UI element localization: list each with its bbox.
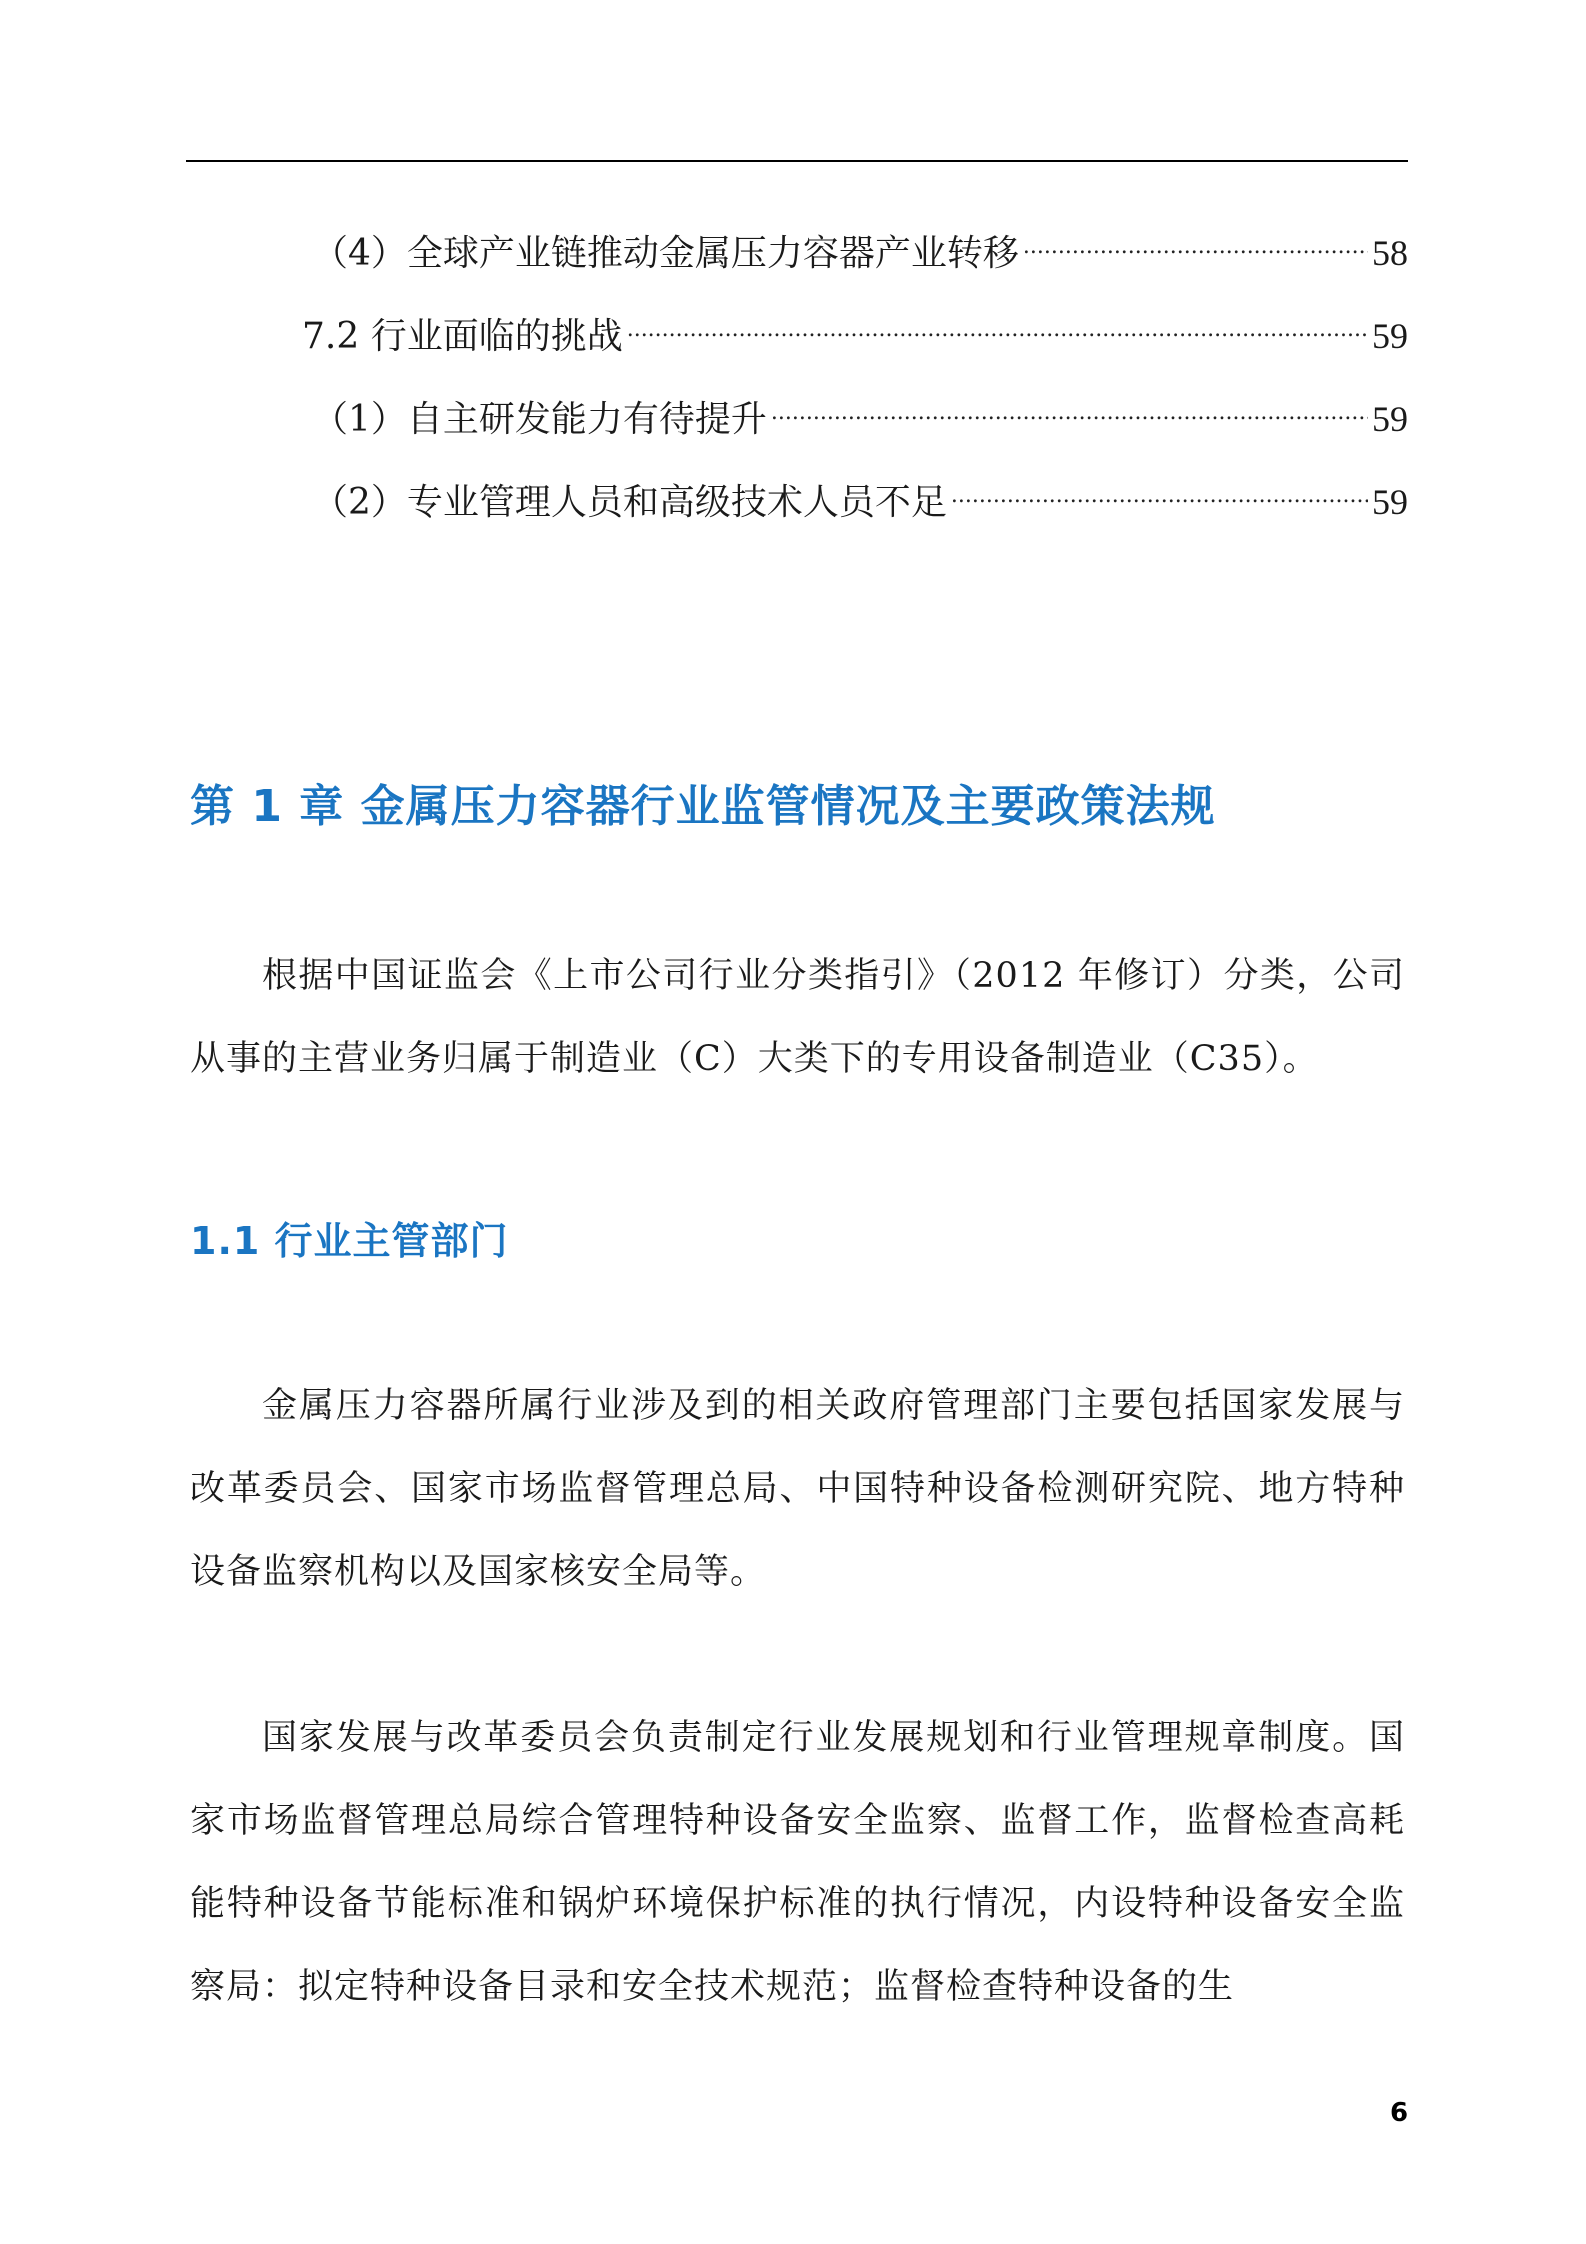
page-number: 6 [1390,2098,1409,2128]
toc-leader-dots [1023,225,1368,265]
toc-entry-label: （1）自主研发能力有待提升 [312,399,767,440]
toc-entry[interactable] [186,308,1408,368]
toc-leader-dots [771,391,1368,431]
toc-entry-label: 7.2 行业面临的挑战 [302,316,623,357]
body-paragraph: 国家发展与改革委员会负责制定行业发展规划和行业管理规章制度。国家市场监督管理总局综合管理特种设备安全监察、监督工作，监督检查高耗能特种设备节能标准和锅炉环境保护标准的执行情况，内设特种设备安全监察局：拟定特种设备目录和安全技术规范；监督检查特种设备的生 [190,1718,1405,2007]
toc-entry-page: 58 [1372,233,1408,273]
toc-leader-dots [951,474,1368,514]
toc-entry[interactable] [186,391,1408,451]
intro-paragraph: 根据中国证监会《上市公司行业分类指引》（2012 年修订）分类，公司从事的主营业务归属于制造业（C）大类下的专用设备制造业（C35）。 [190,956,1405,1079]
toc-leader-dots [627,308,1368,348]
chapter-heading: 第 1 章 金属压力容器行业监管情况及主要政策法规 [190,781,1216,832]
toc-entry-page: 59 [1372,316,1408,356]
toc-entry[interactable] [186,225,1408,285]
toc-entry-label: （2）专业管理人员和高级技术人员不足 [312,482,947,523]
toc-entry-label: （4）全球产业链推动金属压力容器产业转移 [312,233,1019,274]
toc-entry-page: 59 [1372,399,1408,439]
body-paragraph: 金属压力容器所属行业涉及到的相关政府管理部门主要包括国家发展与改革委员会、国家市场监督管理总局、中国特种设备检测研究院、地方特种设备监察机构以及国家核安全局等。 [190,1386,1405,1592]
section-heading: 1.1 行业主管部门 [190,1219,509,1263]
toc-entry-page: 59 [1372,482,1408,522]
header-rule [186,160,1408,162]
toc-entry[interactable] [186,474,1408,534]
